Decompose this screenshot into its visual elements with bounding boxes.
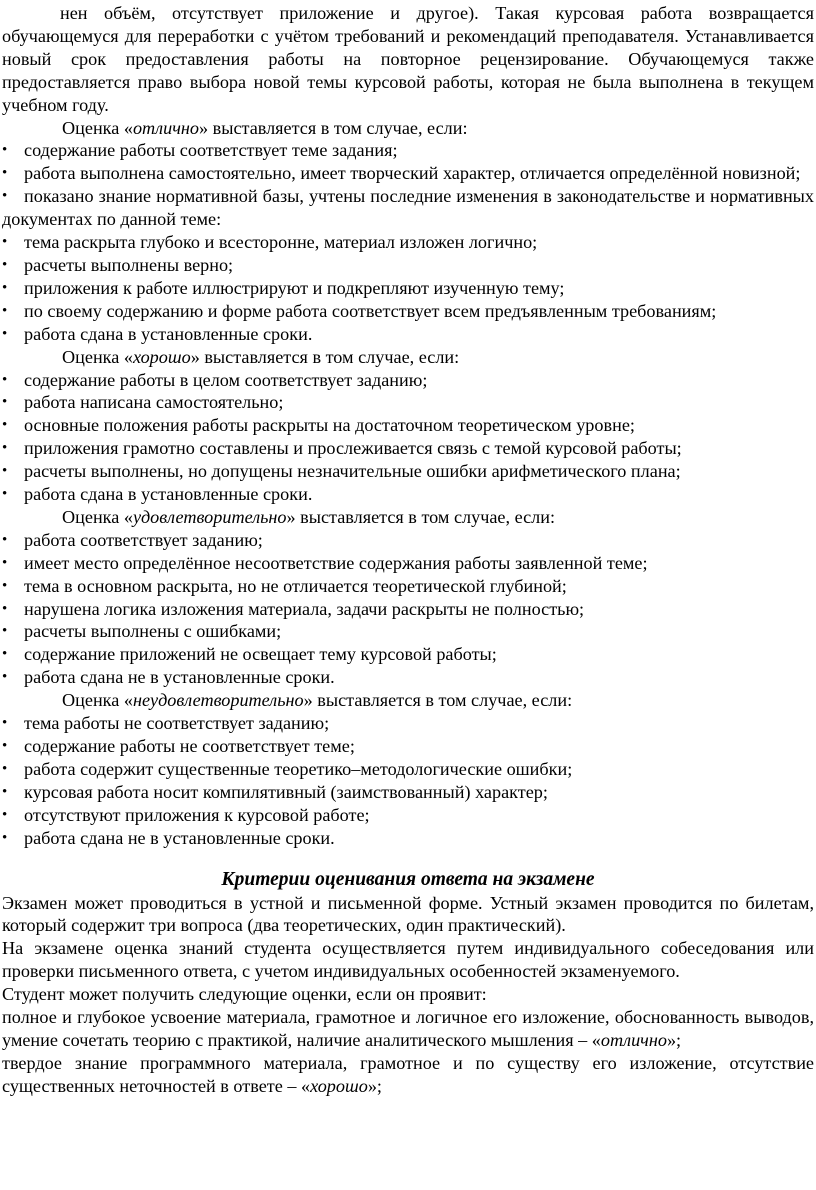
exam-paragraph-good: твердое знание программного материала, грамотное и по существу его изложение, отсутствие существенных неточностей в ответе – «хорошо»; [2, 1052, 814, 1096]
list-item: • тема работы не соответствует заданию; [2, 713, 330, 734]
bullet-icon: • [2, 234, 8, 251]
bullet-icon: • [2, 417, 8, 434]
list-item: • работа сдана в установленные сроки. [2, 323, 313, 344]
grade-name: удовлетворительно [132, 506, 287, 527]
intro-paragraph: нен объём, отсутствует приложение и другое). Такая курсовая работа возвращается обучающемуся для переработки с учётом требований и рекомендаций преподавателя. Устанавливается новый срок предоставления работы на повторное рецензирование. Обучающемуся также предоставляется право выбора новой темы курсовой работы, которая не была выполнена в текущем учебном году. [2, 3, 814, 115]
exam-paragraph-assessment: На экзамене оценка знаний студента осуществляется путем индивидуального собеседования или проверки письменного ответа, с учетом индивидуальных особенностей экзаменуемого. [2, 938, 814, 982]
list-item: • тема в основном раскрыта, но не отличается теоретической глубиной; [2, 575, 567, 596]
bullet-icon: • [2, 279, 8, 296]
list-item: • работа содержит существенные теоретико–методологические ошибки; [2, 758, 573, 779]
exam-criteria-heading: Критерии оценивания ответа на экзамене [221, 868, 595, 890]
bullet-icon: • [2, 440, 8, 457]
grade-heading-excellent: Оценка «отлично» выставляется в том случае, если: [62, 117, 468, 138]
bullet-icon: • [2, 486, 8, 503]
list-item: • отсутствуют приложения к курсовой работе; [2, 804, 370, 825]
bullet-icon: • [2, 646, 8, 663]
list-item: • тема раскрыта глубоко и всесторонне, материал изложен логично; [2, 232, 538, 253]
bullet-icon: • [2, 463, 8, 480]
list-item: • приложения грамотно составлены и прослеживается связь с темой курсовой работы; [2, 438, 682, 459]
grade-name: неудовлетворительно [132, 690, 304, 711]
bullet-icon: • [2, 256, 8, 273]
list-item: • работа сдана не в установленные сроки. [2, 827, 335, 848]
bullet-icon: • [2, 623, 8, 640]
bullet-icon: • [2, 806, 8, 823]
bullet-icon: • [2, 371, 8, 388]
grade-name: отлично [600, 1029, 667, 1050]
criteria-list-excellent [2, 139, 814, 345]
bullet-icon: • [2, 783, 8, 800]
list-item: • нарушена логика изложения материала, задачи раскрыты не полностью; [2, 598, 585, 619]
list-item: • курсовая работа носит компилятивный (заимствованный) характер; [2, 781, 548, 802]
criteria-list-unsatisfactory [2, 712, 814, 849]
bullet-icon: • [2, 669, 8, 686]
list-item: • содержание работы соответствует теме задания; [2, 140, 398, 161]
bullet-icon: • [2, 577, 8, 594]
list-item: • работа выполнена самостоятельно, имеет творческий характер, отличается определённой новизной; [2, 163, 801, 184]
bullet-icon: • [2, 394, 8, 411]
list-item: • расчеты выполнены с ошибками; [2, 621, 282, 642]
list-item: • работа сдана не в установленные сроки. [2, 667, 335, 688]
list-item: • работа сдана в установленные сроки. [2, 484, 313, 505]
bullet-icon: • [2, 715, 8, 732]
list-item: • имеет место определённое несоответствие содержания работы заявленной теме; [2, 552, 648, 573]
bullet-icon: • [2, 188, 8, 205]
bullet-icon: • [2, 760, 8, 777]
list-item: • содержание приложений не освещает тему курсовой работы; [2, 644, 497, 665]
bullet-icon: • [2, 738, 8, 754]
grade-heading-good: Оценка «хорошо» выставляется в том случае, если: [62, 346, 460, 367]
grade-heading-unsatisfactory: Оценка «неудовлетворительно» выставляется в том случае, если: [62, 690, 573, 711]
grade-name: отлично [132, 117, 199, 138]
grade-name: хорошо [310, 1075, 368, 1096]
criteria-list-good [2, 369, 814, 506]
exam-paragraph-format: Экзамен может проводиться в устной и письменной форме. Устный экзамен проводится по билетам, который содержит три вопроса (два теоретических, один практический). [2, 892, 814, 936]
list-item: • работа написана самостоятельно; [2, 392, 284, 413]
bullet-icon: • [2, 531, 8, 548]
bullet-icon: • [2, 142, 8, 159]
list-item: • расчеты выполнены верно; [2, 254, 234, 275]
list-item: • по своему содержанию и форме работа соответствует всем предъявленным требованиям; [2, 300, 717, 321]
bullet-icon: • [2, 600, 8, 617]
list-item: • содержание работы в целом соответствует заданию; [2, 369, 428, 390]
exam-paragraph-grades-intro: Студент может получить следующие оценки, если он проявит: [2, 984, 487, 1005]
grade-name: хорошо [132, 346, 191, 367]
grade-heading-satisfactory: Оценка «удовлетворительно» выставляется в том случае, если: [62, 506, 556, 527]
list-item: • показано знание нормативной базы, учтены последние изменения в законодательстве и нормативных документах по данной теме: [2, 186, 814, 230]
list-item: • содержание работы не соответствует теме; [2, 736, 355, 756]
bullet-icon: • [2, 325, 8, 342]
list-item: • работа соответствует заданию; [2, 529, 263, 550]
exam-paragraph-excellent: полное и глубокое усвоение материала, грамотное и логичное его изложение, обоснованность выводов, умение сочетать теорию с практикой, наличие аналитического мышления – «отлично»; [2, 1007, 814, 1050]
bullet-icon: • [2, 165, 8, 182]
bullet-icon: • [2, 302, 8, 319]
list-item: • основные положения работы раскрыты на достаточном теоретическом уровне; [2, 415, 635, 436]
list-item: • расчеты выполнены, но допущены незначительные ошибки арифметического плана; [2, 461, 681, 482]
criteria-list-satisfactory [2, 529, 814, 689]
bullet-icon: • [2, 554, 8, 571]
list-item: • приложения к работе иллюстрируют и подкрепляют изученную тему; [2, 277, 565, 298]
bullet-icon: • [2, 829, 8, 846]
